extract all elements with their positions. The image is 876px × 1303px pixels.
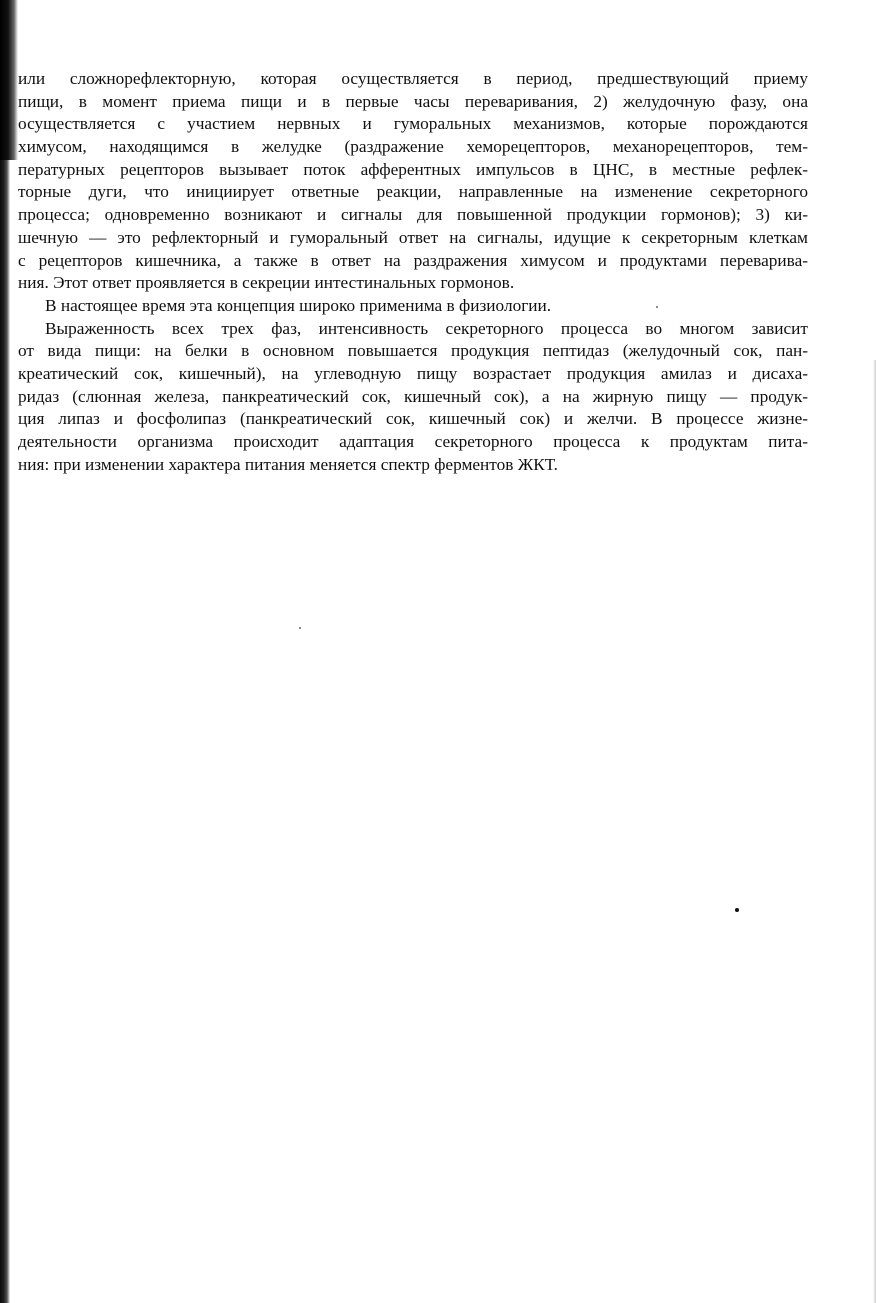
text-line: ния: при изменении характера питания меняется спектр ферментов ЖКТ. [18, 454, 558, 474]
text-line: шечную — это рефлекторный и гуморальный ответ на сигналы, идущие к секреторным клеткам [18, 227, 808, 247]
text-line: ния. Этот ответ проявляется в секреции интестинальных гормонов. [18, 273, 515, 293]
paragraph-phases-continued [18, 68, 808, 295]
text-line: или сложнорефлекторную, которая осуществляется в период, предшествующий приему [18, 69, 808, 88]
text-line: пературных рецепторов вызывает поток афферентных импульсов в ЦНС, в местные рефлек- [18, 159, 808, 179]
text-line: пищи, в момент приема пищи и в первые часы переваривания, 2) желудочную фазу, она [18, 91, 808, 111]
text-line: деятельности организма происходит адаптация секреторного процесса к продуктам пита- [18, 432, 808, 451]
text-line: ция липаз и фосфолипаз (панкреатический сок, кишечный сок) и желчи. В процессе жизне- [18, 409, 808, 429]
text-line: от вида пищи: на белки в основном повышается продукция пептидаз (желудочный сок, пан- [18, 341, 808, 361]
scan-speck [299, 627, 301, 629]
text-line: с рецепторов кишечника, а также в ответ на раздражения химусом и продуктами переварива- [18, 250, 808, 270]
page-binding-shadow-top [0, 0, 18, 160]
body-text [18, 68, 808, 476]
text-line: В настоящее время эта концепция широко применима в физиологии. [45, 295, 552, 315]
text-line: осуществляется с участием нервных и гуморальных механизмов, которые порождаются [18, 114, 808, 134]
text-line: процесса; одновременно возникают и сигналы для повышенной продукции гормонов); 3) ки- [18, 205, 808, 225]
text-line: химусом, находящимся в желудке (раздражение хеморецепторов, механорецепторов, тем- [18, 137, 808, 157]
paragraph-concept [18, 295, 808, 318]
scan-speck [656, 306, 658, 308]
page-binding-shadow [0, 0, 10, 1303]
scan-speck [735, 908, 739, 912]
text-line: торные дуги, что инициирует ответные реакции, направленные на изменение секреторного [18, 182, 808, 202]
paragraph-food-dependence [18, 318, 808, 477]
text-line: креатический сок, кишечный), на углеводную пищу возрастает продукция амилаз и дисаха- [18, 363, 808, 383]
text-line: Выраженность всех трех фаз, интенсивность секреторного процесса во многом зависит [45, 318, 808, 338]
text-line: ридаз (слюнная железа, панкреатический сок, кишечный сок), а на жирную пищу — продук- [18, 386, 808, 406]
